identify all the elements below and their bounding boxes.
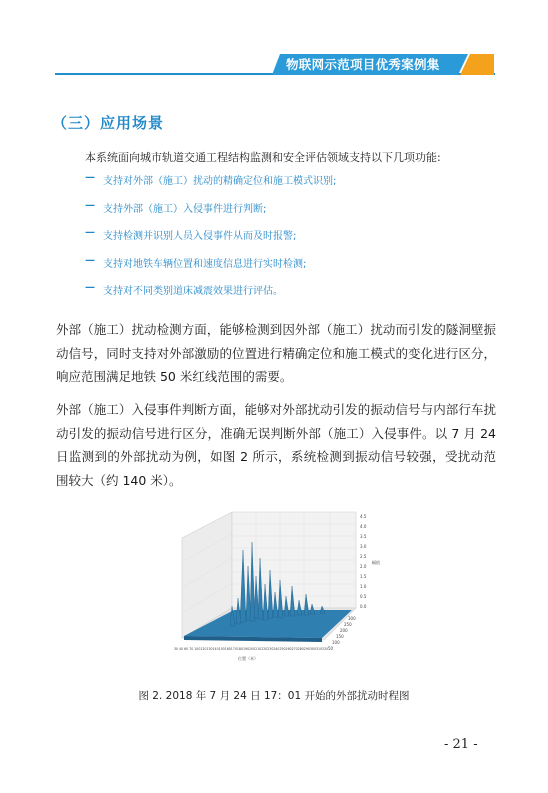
z-tick: 0.0	[360, 604, 367, 609]
paragraph-disturbance-detection: 外部（施工）扰动检测方面，能够检测到因外部（施工）扰动而引发的隧洞壁振动信号，同时支持对外部激励的位置进行精确定位和施工模式的变化进行区分，响应范围满足地铁 50 米红线范围的需要。	[56, 322, 496, 384]
paragraph-intrusion-judgement: 外部（施工）入侵事件判断方面，能够对外部扰动引发的振动信号与内部行车扰动引发的振动信号进行区分，准确无误判断外部（施工）入侵事件。以 7 月 24 日监测到的外部扰动为例，如图 2 所示，系统检测到振动信号较强，受扰动范围较大（约 140 米）。	[56, 402, 496, 488]
x-axis-label: 位置（米）	[238, 656, 258, 661]
x-axis	[174, 647, 328, 661]
z-tick: 1.0	[360, 584, 367, 589]
dash-icon: —	[85, 254, 95, 266]
x-tick-labels: 30 40 60 70 100120130140150160170180190200210220230240250260270280290300310320	[174, 647, 329, 651]
disturbance-3d-plot	[160, 500, 392, 670]
feature-item	[85, 227, 336, 255]
y-tick: 50	[328, 646, 334, 651]
z-tick: 2.0	[360, 564, 367, 569]
z-tick: 3.5	[360, 534, 367, 539]
feature-item	[85, 282, 336, 310]
header-title: 物联网示范项目优秀案例集	[286, 57, 440, 72]
intro-text: 本系统面向城市轨道交通工程结构监测和安全评估领域支持以下几项功能:	[85, 151, 441, 164]
y-tick: 250	[344, 622, 352, 627]
y-tick: 100	[332, 640, 340, 645]
dash-icon: —	[85, 227, 95, 238]
feature-item	[85, 172, 336, 200]
z-tick: 0.5	[360, 594, 367, 599]
y-tick: 150	[336, 634, 344, 639]
z-tick: 4.5	[360, 514, 367, 519]
z-axis	[360, 514, 380, 609]
z-tick: 1.5	[360, 574, 367, 579]
page-number: - 21 -	[444, 737, 478, 752]
feature-text: 支持外部（施工）入侵事件进行判断;	[103, 203, 267, 215]
y-tick: 200	[340, 628, 348, 633]
z-tick: 4.0	[360, 524, 367, 529]
z-tick: 2.5	[360, 554, 367, 559]
feature-text: 支持检测并识别人员入侵事件从而及时报警;	[103, 231, 297, 242]
z-tick: 3.0	[360, 544, 367, 549]
feature-item	[85, 255, 336, 283]
dash-icon: —	[85, 172, 95, 183]
feature-text: 支持对地铁车辆位置和速度信息进行实时检测;	[103, 258, 307, 270]
feature-item	[85, 200, 336, 228]
dash-icon: —	[85, 282, 95, 293]
dash-icon: —	[85, 199, 95, 211]
y-tick: 300	[348, 616, 356, 621]
feature-text: 支持对外部（施工）扰动的精确定位和施工模式识别;	[103, 176, 337, 187]
feature-list	[85, 172, 336, 310]
feature-text: 支持对不同类别道床减震效果进行评估。	[103, 286, 283, 297]
section-heading: （三）应用场景	[52, 114, 165, 132]
z-axis-label: 幅值	[372, 560, 380, 565]
figure-caption: 图 2. 2018 年 7 月 24 日 17：01 开始的外部扰动时程图	[138, 690, 410, 702]
